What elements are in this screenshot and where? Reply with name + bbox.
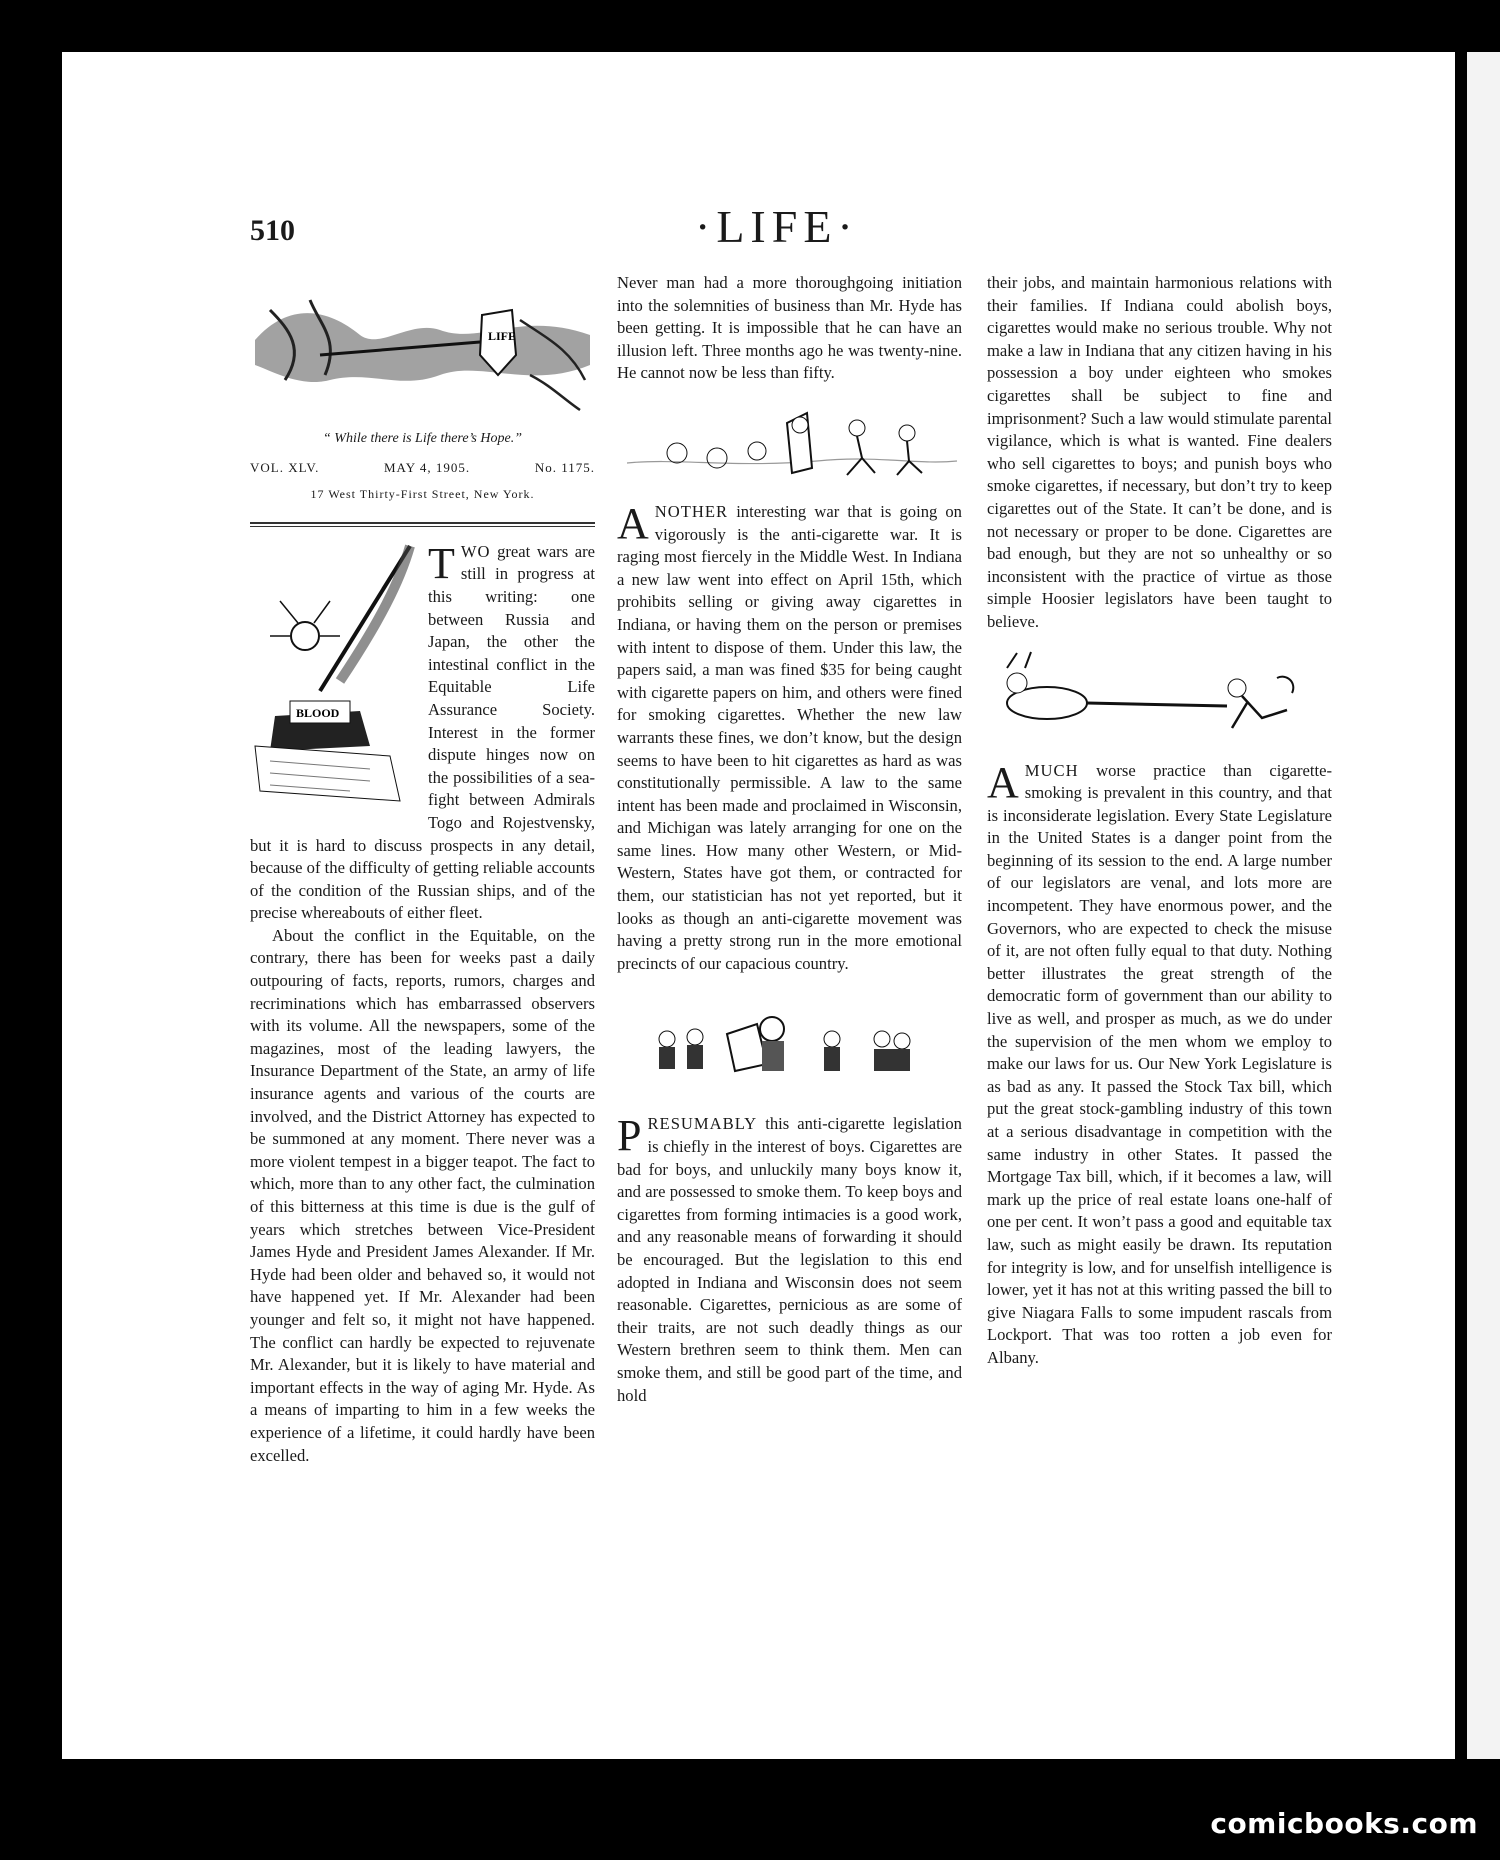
boys-marching-illustration bbox=[617, 1009, 962, 1099]
column-2 bbox=[617, 272, 962, 1407]
volume-line bbox=[250, 457, 595, 480]
column-3 bbox=[987, 272, 1332, 1370]
adjacent-page-edge bbox=[1467, 52, 1500, 1759]
watermark: comicbooks.com bbox=[1210, 1807, 1478, 1840]
paragraph: PRESUMABLY this anti-cigarette legislation is chiefly in the interest of boys. Cigarettes are bad for boys, and unluckily many boys know it, and are possessed to smoke them. To keep boys and cigarettes from forming intimacies is a good work, and any reasonable means of forwarding it should be encouraged. But the legislation to this end adopted in Indiana and Wisconsin does not seem reasonable. Cigarettes, pernicious as are some of their traits, are not such deadly things as our Western brethren seem to think them. Men can smoke them, and still be good part of the time, and hold bbox=[617, 1111, 962, 1405]
page-number: 510 bbox=[250, 214, 295, 247]
column-1 bbox=[250, 280, 595, 1467]
paragraph: AMUCH worse practice than cigarette-smoking is prevalent in this country, and that is inconsiderate legislation. Every State Legislature in the United States is a danger point from the beginning of its session to the end. A large number of our legislators are venal, and lots more are incompetent. They have enormous power, and the Governors, who are expected to check the misuse of it, are not often fully equal to that duty. Nothing better illustrates the great strength of the democratic form of government than our ability to live as well, and prosper as much, as we do under the supervision of the men whom we employ to make our laws for us. Our New York Legislature is as bad as any. It passed the Stock Tax bill, which put the great stock-gambling industry of this town at a serious disadvantage in competition with the same industry in other States. It passed the Mortgage Tax bill, which, if it becomes a law, will mark up the price of real estate loans one-half of one per cent. It won’t pass a good and equitable tax law, such as might easily be drawn. Its reputation for integrity is low, and for unselfish intelligence is lower, yet it has not at this writing passed the bill to give Niagara Falls to some impudent rascals from Lockport. That was too rotten a job even for Albany. bbox=[987, 757, 1332, 1367]
divider bbox=[250, 522, 595, 527]
paragraph: TWO great wars are still in progress at this writing: one between Russia and Japan, the other the intestinal conflict in the Equitable Life Assurance Society. Interest in the former dispute hinges now on the possibilities of a sea-fight between Admirals Togo and Rojestvensky, but it is hard to discuss prospects in any detail, because of the difficulty of getting reliable accounts of the condition of the Russian ships, and of the precise whereabouts of either fleet. bbox=[250, 538, 595, 923]
inkwell-illustration bbox=[250, 541, 420, 811]
masthead-illustration bbox=[250, 280, 595, 420]
magazine-title: ·LIFE· bbox=[695, 201, 859, 252]
paragraph: Never man had a more thoroughgoing initiation into the solemnities of business than Mr. Hyde has been getting. It is impossible that he can have an illusion left. Three months ago he was twenty-nine. He cannot now be less than fifty. bbox=[617, 273, 962, 383]
publisher-address: 17 West Thirty-First Street, New York. bbox=[310, 487, 535, 502]
drop-cap: P bbox=[617, 1111, 642, 1161]
paragraph: ANOTHER interesting war that is going on vigorously is the anti-cigarette war. It is raging most fiercely in the Middle West. In Indiana a new law went into effect on April 15th, which prohibits selling or giving away cigarettes in Indiana, or having them on the person or premises with intent to dispose of them. Under this law, the papers said, a man was fined $35 for being caught with cigarette papers on him, and others were fined for smoking cigarettes. Whether the new law warrants these fines, we don’t know, but the design seems to have been to hit cigarettes as hard as was constitutionally permissible. A law to the same intent has been made and proclaimed in Wisconsin, and Michigan was lately arranging for one on the same lines. How many other Western, or Mid-Western, States have got them, or contracted for them, our statistician has not yet reported, but it looks as though an anti-cigarette movement was having a pretty strong run in the more emotional precincts of our capacious country. bbox=[617, 498, 962, 973]
masthead-motto: “ While there is Life there’s Hope.” bbox=[323, 431, 522, 446]
drop-cap: A bbox=[617, 498, 649, 548]
issue-number: No. 1175. bbox=[534, 459, 595, 475]
inkwell-label: BLOOD bbox=[296, 705, 340, 720]
shield-label: LIFE bbox=[488, 329, 517, 343]
issue-date: MAY 4, 1905. bbox=[384, 459, 471, 475]
drop-cap: A bbox=[987, 757, 1019, 807]
volume: VOL. XLV. bbox=[250, 459, 320, 475]
paragraph: About the conflict in the Equitable, on the contrary, there has been for weeks past a daily outpouring of facts, reports, rumors, charges and recriminations which has embarrassed observers with its volume. All the newspapers, some of the magazines, most of the leading lawyers, the Insurance Department of the State, an army of life insurance agents and various of the courts are involved, and the District Attorney has expected to be summoned at any moment. There never was a more violent tempest in a bigger teapot. The fact to which, more than to any other fact, the culmination of this bitterness at this time is due is the gulf of years which stretches between Vice-President James Hyde and President James Alexander. If Mr. Hyde had been older and behaved so, it would not have happened yet. If Mr. Alexander had been younger and felt so, it might not have happened. The conflict can hardly be expected to rejuvenate Mr. Alexander, but it is likely to have material and important effects in the way of aging Mr. Hyde. As a means of imparting to him in a few weeks the experience of a lifetime, it could hardly have been excelled. bbox=[250, 925, 595, 1465]
boys-chase-illustration bbox=[617, 403, 962, 491]
donkey-tug-illustration bbox=[987, 648, 1332, 748]
drop-cap: T bbox=[428, 538, 455, 588]
paragraph: their jobs, and maintain harmonious relations with their families. If Indiana could abolish boys, cigarettes would make no serious trouble. Why not make a law in Indiana that any citizen having in his possession a boy under eighteen who smokes cigarettes shall be subject to fine and imprisonment? Such a law would stimulate parental vigilance, which is what is wanted. Fine dealers who sell cigarettes to boys; and punish boys who smoke cigarettes, if necessary, but don’t try to keep cigarettes out of the State. It can’t be done, and is not necessary or proper to be done. Cigarettes are bad enough, but they are not so unhealthy or so inconsistent with the practice of virtue as those simple Hoosier legislators have been taught to believe. bbox=[987, 273, 1332, 631]
